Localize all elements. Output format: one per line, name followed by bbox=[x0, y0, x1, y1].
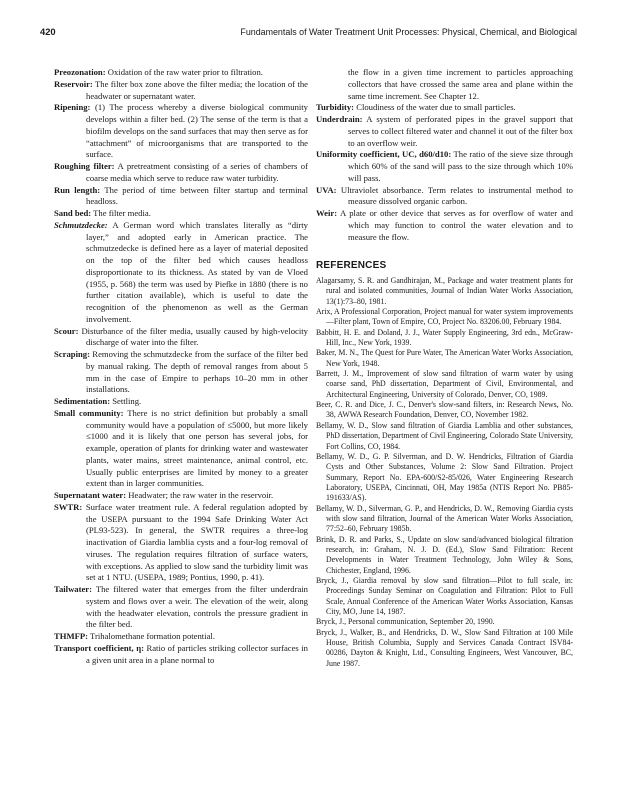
glossary-entry-roughing-filter: Roughing filter: A pretreatment consisting of a series of chambers of coarse media which serve to reduce raw water turbidity. bbox=[54, 161, 308, 183]
glossary-entry-schmutzdecke: Schmutzdecke: A German word which translates literally as “dirty layer,” and adopted early in American practice. The schmutzedecke is defined here as a layer of material deposited on the top of the filter bed which causes headloss disproportionate to its thickness. As stated by van de Vloed (1955, p. 568) the term was used by Piefke in 1880 (there is no further citation available), which is useful to date the recognition of the phenomenon as well as the German involvement. bbox=[54, 219, 308, 324]
reference-item: Beer, C. R. and Dice, J. C., Denver's slow-sand filters, in: Research News, No. 38, AWWA Research Foundation, Denver, CO, November 1982. bbox=[316, 400, 573, 420]
glossary-entry-sand-bed: Sand bed: The filter media. bbox=[54, 208, 151, 218]
glossary-entry-uniformity-coefficient: Uniformity coefficient, UC, d60/d10: The ratio of the sieve size through which 60% of the sand will pass to the size through which 10% will pass. bbox=[316, 149, 573, 183]
reference-item: Alagarsamy, S. R. and Gandhirajan, M., Package and water treatment plants for rural and isolated communities, Journal of Indian Water Works Association, 13(1):73–80, 1981. bbox=[316, 276, 573, 306]
reference-item: Baker, M. N., The Quest for Pure Water, The American Water Works Association, New York, 1948. bbox=[316, 348, 573, 368]
glossary-entry-weir: Weir: A plate or other device that serves as for overflow of water and which may function to control the water elevation and to measure the flow. bbox=[316, 208, 573, 242]
glossary-entry-swtr: SWTR: Surface water treatment rule. A federal regulation adopted by the USEPA pursuant to the 1994 Safe Drinking Water Act (PL93-523). In general, the SWTR requires a three-log inactivation of Giardia lamblia cysts and a four-log removal of viruses. The regulation requires filtration of surface waters, with exceptions. As applied to slow sand the turbidity limit was set at 1 NTU. (USEPA, 1989; Pontius, 1990, p. 41). bbox=[54, 501, 308, 583]
glossary-entry-thmfp: THMFP: Trihalomethane formation potential. bbox=[54, 631, 215, 641]
glossary-entry-preozonation: Preozonation: Oxidation of the raw water prior to filtration. bbox=[54, 67, 263, 77]
left-column bbox=[54, 67, 308, 666]
glossary-entry-scour: Scour: Disturbance of the filter media, usually caused by high-velocity discharge of water into the filter. bbox=[54, 325, 308, 348]
glossary-entry-underdrain: Underdrain: A system of perforated pipes in the gravel support that serves to collect filtered water and channel it out of the filter box to an overflow weir. bbox=[316, 114, 573, 148]
glossary-entry-scraping: Scraping: Removing the schmutzdecke from the surface of the filter bed by manual raking. The depth of removal ranges from about 5 mm in the case of Empire to perhaps 10–20 mm in other installations. bbox=[54, 349, 308, 395]
glossary-entry-small-community: Small community: There is no strict definition but probably a small community would have a population of ≤5000, but more likely ≤1000 and it is likely that one person has several jobs, for example, operation of plants for drinking water and wastewater plants, water mains, street maintenance, animal control, etc. Usually public enterprises are limited by money to a greater extent than in larger communities. bbox=[54, 407, 308, 489]
reference-item: Arix, A Professional Corporation, Project manual for water system improvements—Filter plant, Town of Empire, CO, Project No. 83206.00, February 1984. bbox=[316, 307, 573, 327]
glossary-entry-uva: UVA: Ultraviolet absorbance. Term relates to instrumental method to measure dissolved organic carbon. bbox=[316, 184, 573, 207]
reference-item: Barrett, J. M., Improvement of slow sand filtration of warm water by using coarse sand, PhD dissertation, Department of Civil, Environmental, and Architectural Engineering, University of Colorado, Denver, CO, 1989. bbox=[316, 369, 573, 399]
glossary-entry-transport-coefficient: Transport coefficient, η: Ratio of particles striking collector surfaces in a given unit area in a plane normal to bbox=[54, 642, 308, 665]
glossary-entry-tailwater: Tailwater: The filtered water that emerges from the filter underdrain system and flows over a weir. The elevation of the weir, along with the headwater elevation, controls the pressure gradient in the filter bed. bbox=[54, 584, 308, 630]
right-column bbox=[316, 67, 573, 669]
reference-item: Brink, D. R. and Parks, S., Update on slow sand/advanced biological filtration research, in: Graham, N. J. D. (Ed.), Slow Sand Filtration: Recent Developments in Water Treatment Technology, John Wiley & Sons, Chichester, England, 1996. bbox=[316, 534, 573, 575]
glossary-entry-ripening: Ripening: (1) The process whereby a diverse biological community develops within a filter bed. (2) The sense of the term is that a biofilm develops on the sand surfaces that may then serve as for “attachment” of microorganisms that are transported to the surface. bbox=[54, 102, 308, 160]
references-heading: REFERENCES bbox=[316, 260, 387, 272]
glossary-entry-turbidity: Turbidity: Cloudiness of the water due to small particles. bbox=[316, 102, 516, 113]
running-header bbox=[40, 26, 577, 40]
references-list bbox=[316, 276, 573, 669]
glossary-entry-continuation: the flow in a given time increment to particles approaching collectors that have crossed the same area and plane within the same time increment. See Chapter 12. bbox=[348, 67, 573, 101]
glossary-entry-supernatant-water: Supernatant water: Headwater; the raw water in the reservoir. bbox=[54, 490, 274, 500]
reference-item: Bryck, J., Personal communication, September 20, 1990. bbox=[316, 617, 495, 627]
glossary-entry-reservoir: Reservoir: The filter box zone above the filter media; the location of the headwater or supernatant water. bbox=[54, 78, 308, 101]
reference-item: Bellamy, W. D., Silverman, G. P., and Hendricks, D. W., Removing Giardia cysts with slow sand filtration, Journal of the American Water Works Association, 77:52–60, February 1985b. bbox=[316, 503, 573, 534]
reference-item: Bellamy, W. D., Slow sand filtration of Giardia Lamblia and other substances, PhD dissertation, Department of Civil Engineering, Colorado State University, Fort Collins, CO, 1984. bbox=[316, 420, 573, 451]
page-number: 420 bbox=[40, 26, 56, 37]
reference-item: Bryck, J., Giardia removal by slow sand filtration—Pilot to full scale, in: Proceedings Sunday Seminar on Coagulation and Filtration: Pilot to Full Scale, Annual Conference of the American Water Works Association, Kansas City, MO, June 14, 1987. bbox=[316, 575, 573, 616]
reference-item: Babbitt, H. E. and Doland, J. J., Water Supply Engineering, 3rd edn., McGraw-Hill, Inc., New York, 1939. bbox=[316, 327, 573, 348]
reference-item: Bryck, J., Walker, B., and Hendricks, D. W., Slow Sand Filtration at 100 Mile House, British Columbia, Supply and Services Canada Contract ISV84-00286, Dayton & Knight, Ltd., Consulting Engineers, West Vancouver, BC, June 1987. bbox=[316, 627, 573, 668]
glossary-entry-run-length: Run length: The period of time between filter startup and terminal headloss. bbox=[54, 184, 308, 207]
reference-item: Bellamy, W. D., G. P. Silverman, and D. W. Hendricks, Filtration of Giardia Cysts and Other Substances, Volume 2: Slow Sand Filtration. Project Summary, Report No. EPA-600/S2-85/026, Water Engineering Research Laboratory, USEPA, Cincinnati, OH, May 1985a (NTIS Report No. PB85-191633/AS). bbox=[316, 451, 573, 503]
running-title: Fundamentals of Water Treatment Unit Processes: Physical, Chemical, and Biological bbox=[240, 27, 577, 37]
glossary-entry-sedimentation: Sedimentation: Settling. bbox=[54, 396, 142, 406]
